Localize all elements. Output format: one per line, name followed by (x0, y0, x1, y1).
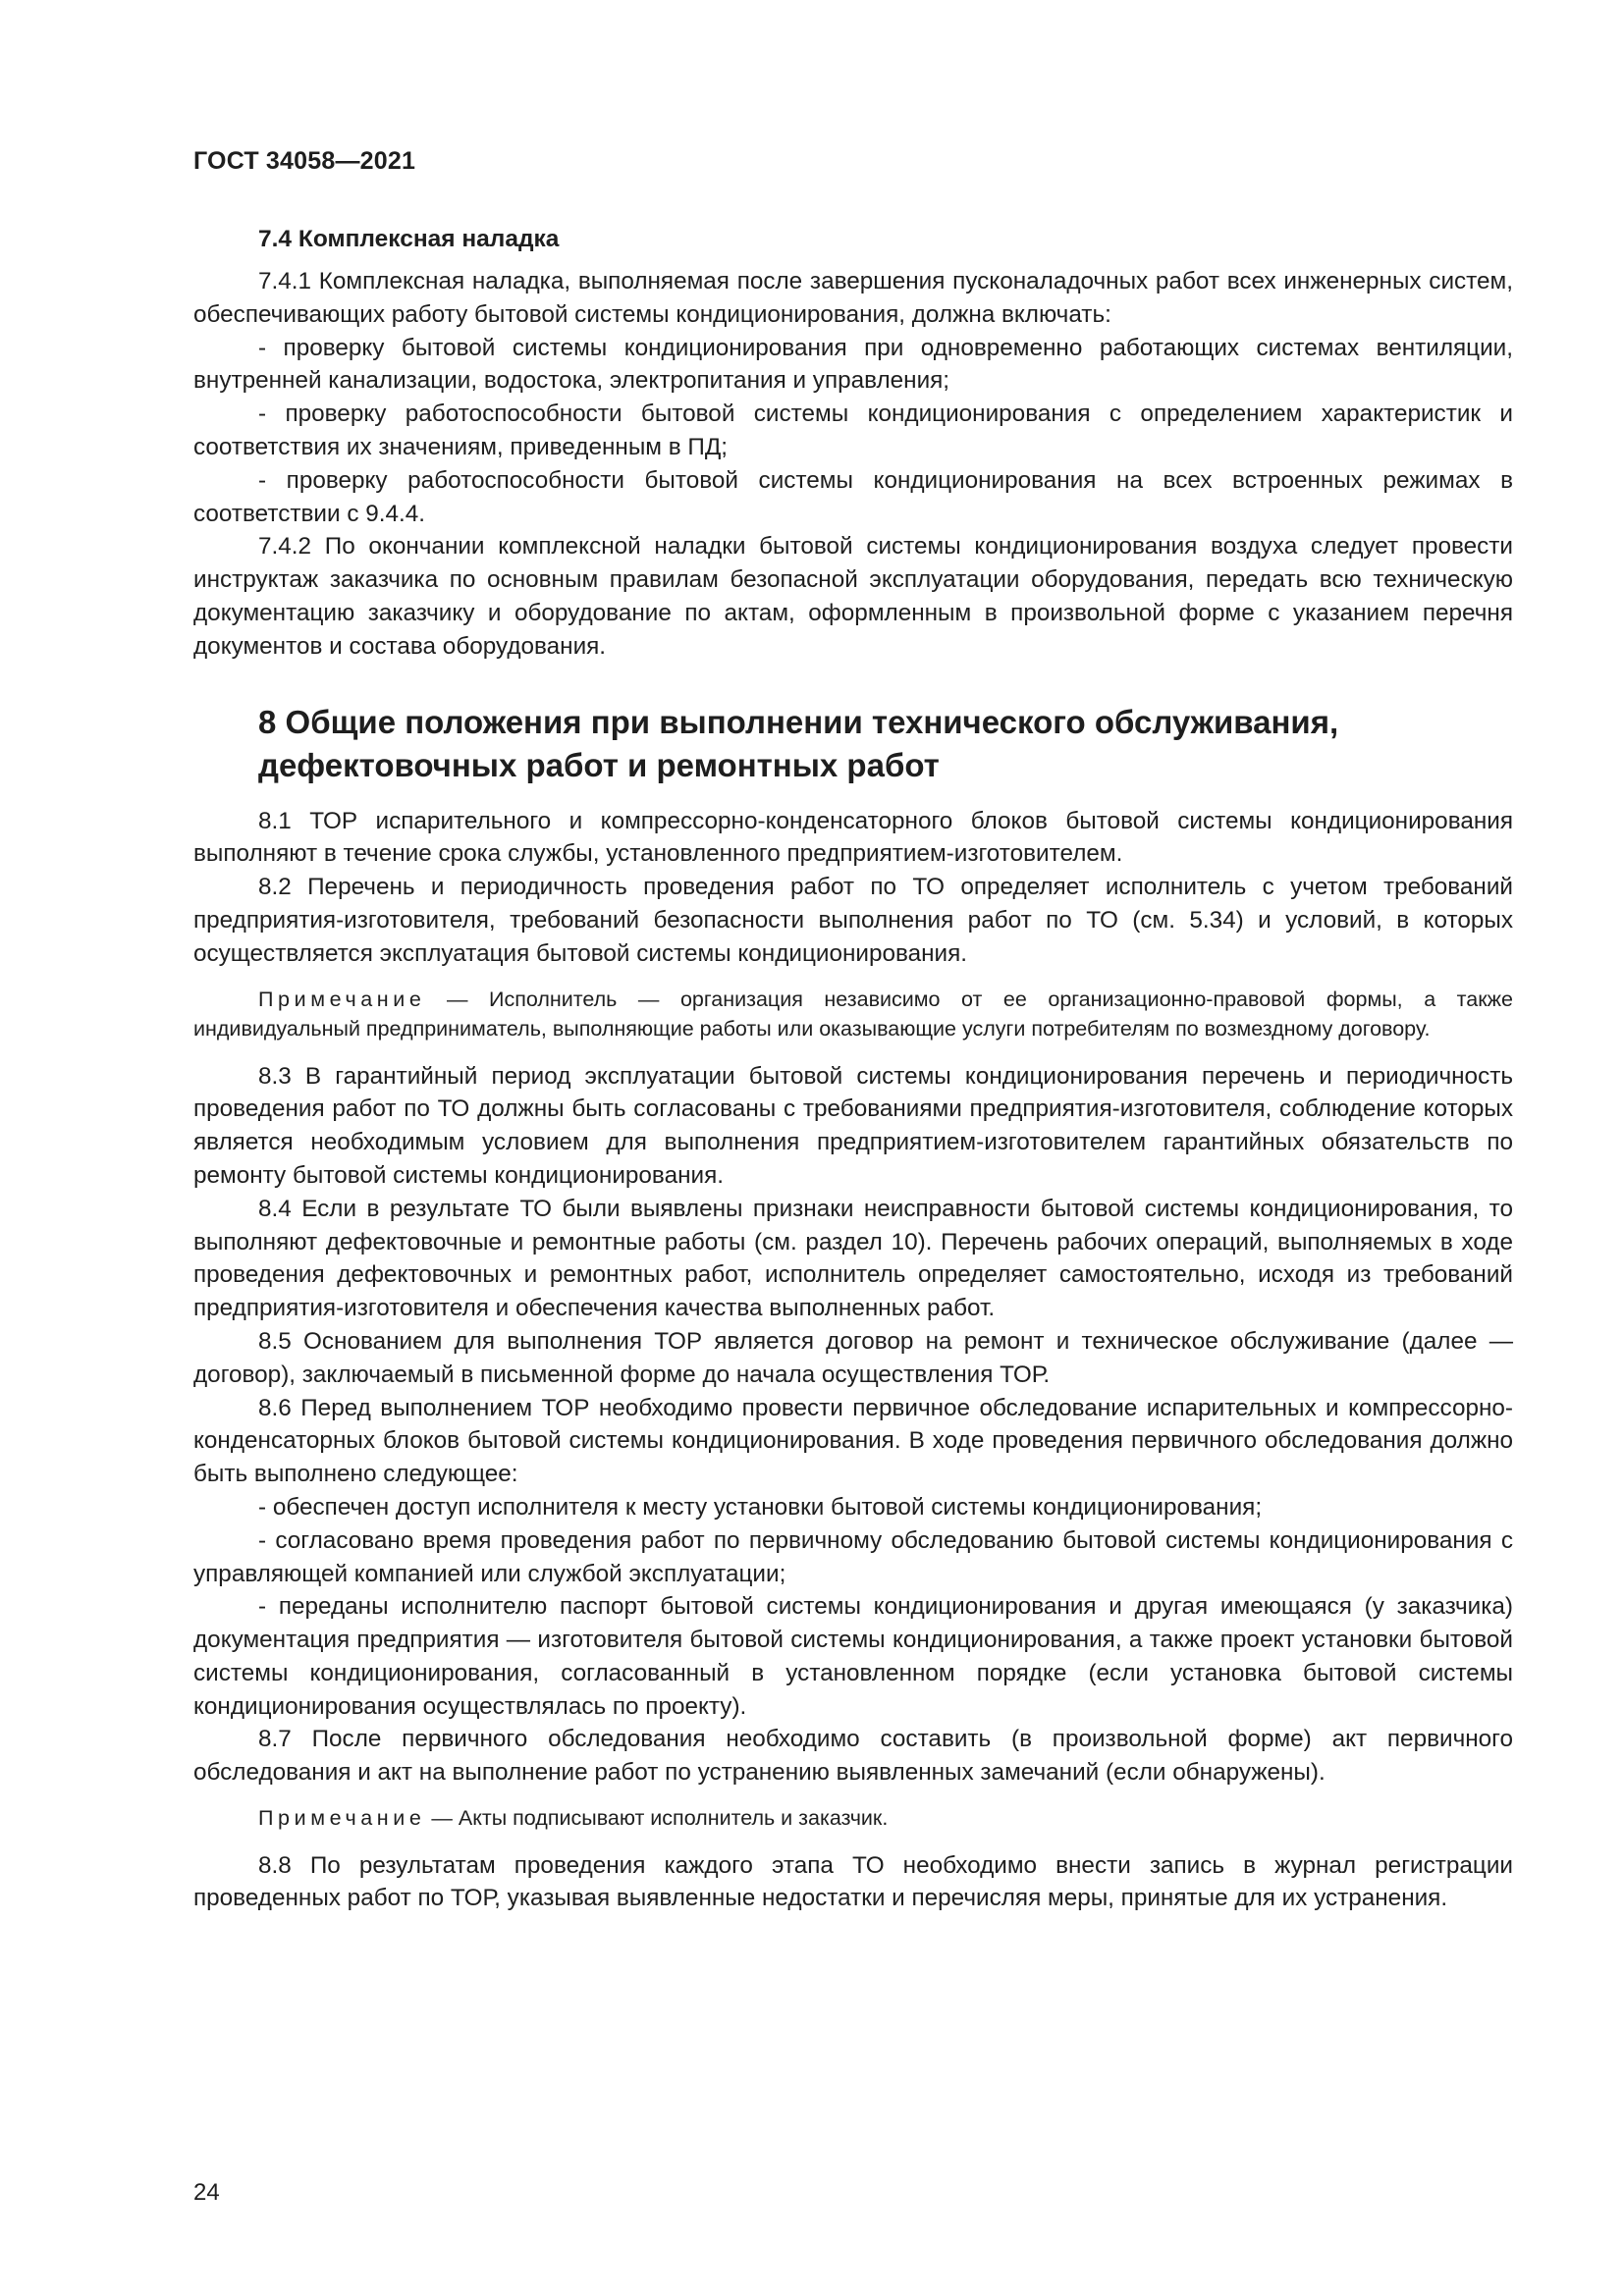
section-8-heading-line-2: дефектовочных работ и ремонтных работ (258, 746, 940, 783)
paragraph-8-8: 8.8 По результатам проведения каждого этапа ТО необходимо внести запись в журнал регистрации проведенных работ по ТОР, указывая выявленные недостатки и перечисляя меры, принятые для их устранения. (193, 1851, 1513, 1912)
list-item: - переданы исполнителю паспорт бытовой системы кондиционирования и другая имеющаяся (у заказчика) документация предприятия — изготовителя бытовой системы кондиционирования, а также проект установки бытовой системы кондиционирования, согласованный в установленном порядке (если установка бытовой системы кондиционирования осуществлялась по проекту). (193, 1593, 1513, 1720)
paragraph-8-4: 8.4 Если в результате ТО были выявлены признаки неисправности бытовой системы кондиционирования, то выполняют дефектовочные и ремонтные работы (см. раздел 10). Перечень рабочих операций, выполняемых в ходе проведения дефектовочных и ремонтных работ, исполнитель определяет самостоятельно, исходя из требований предприятия-изготовителя и обеспечения качества выполненных работ. (193, 1195, 1513, 1322)
note-text: — Исполнитель — организация независимо от ее организационно-правовой формы, а также индивидуальный предприниматель, выполняющие работы или оказывающие услуги потребителям по возмездному договору. (193, 987, 1513, 1041)
paragraph-7-4-1: 7.4.1 Комплексная наладка, выполняемая после завершения пусконаладочных работ всех инженерных систем, обеспечивающих работу бытовой системы кондиционирования, должна включать: (193, 268, 1513, 328)
list-item: - проверку бытовой системы кондиционирования при одновременно работающих системах вентиляции, внутренней канализации, водостока, электропитания и управления; (193, 334, 1513, 395)
note-label: Примечание (258, 987, 426, 1011)
list-item: - проверку работоспособности бытовой системы кондиционирования на всех встроенных режимах в соответствии с 9.4.4. (193, 466, 1513, 527)
paragraph-8-7: 8.7 После первичного обследования необходимо составить (в произвольной форме) акт первичного обследования и акт на выполнение работ по устранению выявленных замечаний (если обнаружены). (193, 1726, 1513, 1787)
note-executor (193, 985, 1513, 1044)
document-header: ГОСТ 34058—2021 (193, 147, 416, 175)
note-acts (193, 1803, 1513, 1834)
paragraph-8-3: 8.3 В гарантийный период эксплуатации бытовой системы кондиционирования перечень и периодичность проведения работ по ТО должны быть согласованы с требованиями предприятия-изготовителя, соблюдение которых является необходимым условием для выполнения предприятием-изготовителем гарантийных обязательств по ремонту бытовой системы кондиционирования. (193, 1062, 1513, 1189)
paragraph-8-1: 8.1 ТОР испарительного и компрессорно-конденсаторного блоков бытовой системы кондиционирования выполняют в течение срока службы, установленного предприятием-изготовителем. (193, 807, 1513, 868)
paragraph-8-2: 8.2 Перечень и периодичность проведения работ по ТО определяет исполнитель с учетом требований предприятия-изготовителя, требований безопасности выполнения работ по ТО (см. 5.34) и условий, в которых осуществляется эксплуатация бытовой системы кондиционирования. (193, 874, 1513, 967)
section-8-heading (193, 701, 1513, 787)
page-content (193, 222, 1513, 1915)
section-7-4-heading: 7.4 Комплексная наладка (258, 226, 560, 252)
list-item: - согласовано время проведения работ по первичному обследованию бытовой системы кондиционирования с управляющей компанией или службой эксплуатации; (193, 1526, 1513, 1587)
paragraph-8-5: 8.5 Основанием для выполнения ТОР является договор на ремонт и техническое обслуживание (далее — договор), заключаемый в письменной форме до начала осуществления ТОР. (193, 1327, 1513, 1388)
note-text: — Акты подписывают исполнитель и заказчик. (425, 1806, 889, 1831)
section-8-heading-line-1: 8 Общие положения при выполнении технического обслуживания, (258, 703, 1339, 740)
note-label: Примечание (258, 1806, 426, 1831)
paragraph-8-6: 8.6 Перед выполнением ТОР необходимо провести первичное обследование испарительных и компрессорно-конденсаторных блоков бытовой системы кондиционирования. В ходе проведения первичного обследования должно быть выполнено следующее: (193, 1394, 1513, 1488)
list-item: - обеспечен доступ исполнителя к месту установки бытовой системы кондиционирования; (258, 1493, 1263, 1521)
list-item: - проверку работоспособности бытовой системы кондиционирования с определением характеристик и соответствия их значениям, приведенным в ПД; (193, 400, 1513, 460)
page-number: 24 (193, 2179, 220, 2206)
paragraph-7-4-2: 7.4.2 По окончании комплексной наладки бытовой системы кондиционирования воздуха следует провести инструктаж заказчика по основным правилам безопасной эксплуатации оборудования, передать всю техническую документацию заказчику и оборудование по актам, оформленным в произвольной форме с указанием перечня документов и состава оборудования. (193, 533, 1513, 660)
